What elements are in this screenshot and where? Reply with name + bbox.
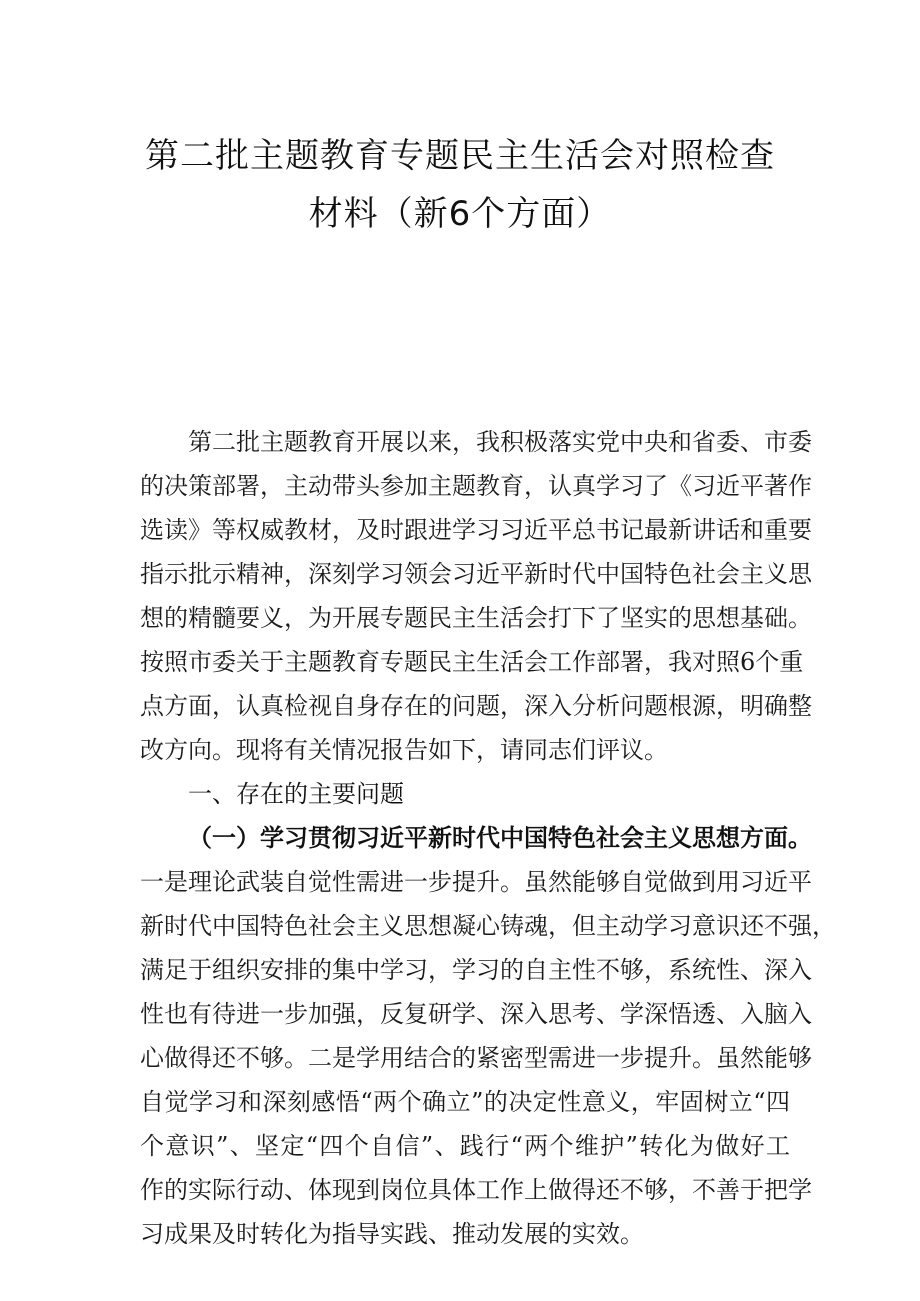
paragraph-line: 想的精髓要义，为开展专题民主生活会打下了坚实的思想基础。 — [140, 604, 812, 632]
paragraph-line: 自觉学习和深刻感悟“两个确立”的决定性意义，牢固树立“四 — [140, 1088, 790, 1116]
paragraph-line: 选读》等权威教材，及时跟进学习习近平总书记最新讲话和重要 — [140, 516, 812, 544]
paragraph-line: 改方向。现将有关情况报告如下，请同志们评议。 — [140, 736, 668, 764]
subsection-heading: （一）学习贯彻习近平新时代中国特色社会主义思想方面。 — [188, 823, 812, 852]
paragraph-line: 个意识”、坚定“四个自信”、践行“两个维护”转化为做好工 — [140, 1132, 790, 1160]
paragraph-line: 按照市委关于主题教育专题民主生活会工作部署，我对照6个重 — [140, 648, 804, 676]
paragraph-line: 点方面，认真检视自身存在的问题，深入分析问题根源，明确整 — [140, 692, 812, 720]
paragraph-line: 满足于组织安排的集中学习，学习的自主性不够，系统性、深入 — [140, 956, 812, 984]
paragraph-line: 指示批示精神，深刻学习领会习近平新时代中国特色社会主义思 — [140, 560, 812, 588]
paragraph-line: 心做得还不够。二是学用结合的紧密型需进一步提升。虽然能够 — [140, 1044, 812, 1072]
paragraph-line: 习成果及时转化为指导实践、推动发展的实效。 — [140, 1220, 644, 1248]
paragraph-line: 第二批主题教育开展以来，我积极落实党中央和省委、市委 — [188, 428, 812, 456]
document-title-line-1: 第二批主题教育专题民主生活会对照检查 — [145, 136, 775, 176]
paragraph-line: 一是理论武装自觉性需进一步提升。虽然能够自觉做到用习近平 — [140, 868, 812, 896]
paragraph-line: 新时代中国特色社会主义思想凝心铸魂，但主动学习意识还不强， — [140, 912, 836, 940]
section-heading: 一、存在的主要问题 — [188, 780, 404, 808]
paragraph-line: 性也有待进一步加强，反复研学、深入思考、学深悟透、入脑入 — [140, 1000, 812, 1028]
document-title-line-2: 材料（新6个方面） — [308, 194, 612, 234]
paragraph-line: 的决策部署，主动带头参加主题教育，认真学习了《习近平著作 — [140, 472, 812, 500]
paragraph-line: 作的实际行动、体现到岗位具体工作上做得还不够，不善于把学 — [140, 1176, 812, 1204]
